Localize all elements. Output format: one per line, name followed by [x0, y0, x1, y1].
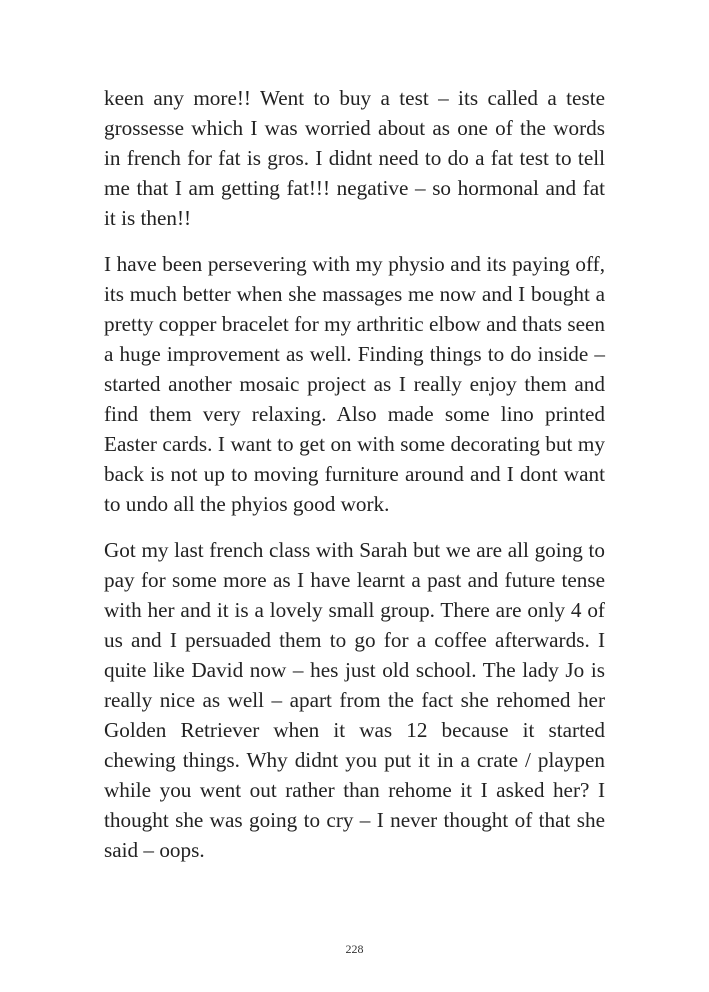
- body-text: [104, 83, 605, 881]
- page-number: 228: [345, 942, 364, 956]
- paragraph-1: keen any more!! Went to buy a test – its called a teste grossesse which I was worried about as one of the words in french for fat is gros. I didnt need to do a fat test to tell me that I am getting fat!!! negative – so hormonal and fat it is then!!: [104, 86, 605, 230]
- paragraph-2: I have been persevering with my physio and its paying off, its much better when she massages me now and I bought a pretty copper bracelet for my arthritic elbow and thats seen a huge improvement as well. Finding things to do inside – started another mosaic project as I really enjoy them and find them very relaxing. Also made some lino printed Easter cards. I want to get on with some decorating but my back is not up to moving furniture around and I dont want to undo all the phyios good work.: [104, 252, 605, 516]
- paragraph-3: Got my last french class with Sarah but we are all going to pay for some more as I have learnt a past and future tense with her and it is a lovely small group. There are only 4 of us and I persuaded them to go for a coffee afterwards. I quite like David now – hes just old school. The lady Jo is really nice as well – apart from the fact she rehomed her Golden Retriever when it was 12 because it started chewing things. Why didnt you put it in a crate / playpen while you went out rather than rehome it I asked her? I thought she was going to cry – I never thought of that she said – oops.: [104, 538, 605, 862]
